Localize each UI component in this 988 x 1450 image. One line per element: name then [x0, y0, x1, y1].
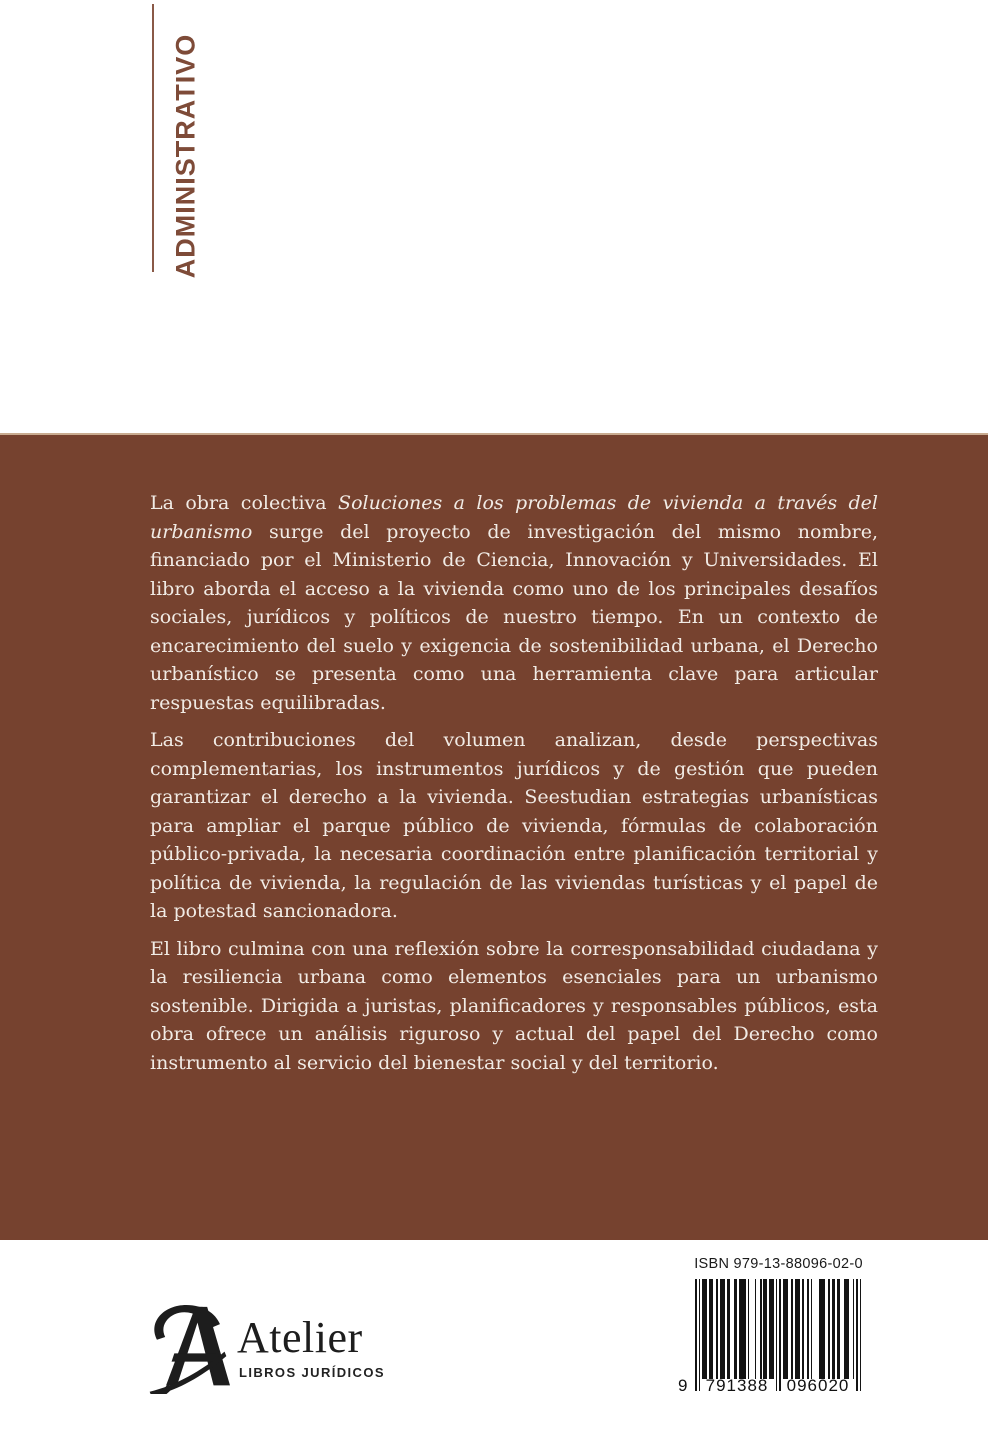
book-title-italic: Soluciones a los problemas de vivienda a través del urbanismo [150, 492, 879, 543]
category-label: ADMINISTRATIVO [170, 33, 201, 279]
isbn-block [678, 1256, 863, 1397]
publisher-text [237, 1313, 457, 1380]
spine-rule [152, 4, 154, 272]
synopsis-text [150, 489, 878, 1077]
barcode-digits [678, 1376, 862, 1396]
synopsis-paragraph-2: Las contribuciones del volumen analizan, desde perspectivas complementarias, los instrumentos jurídicos y de gestión que pueden garantizar el derecho a la vivienda. Seestudian estrategias urbanísticas para ampliar el parque público de vivienda, fórmulas de colaboración público-privada, la necesaria coordinación entre planificación territorial y política de vivienda, la regulación de las viviendas turísticas y el papel de la potestad sancionadora. [150, 729, 878, 922]
isbn-label: ISBN 979-13-88096-02-0 [694, 1256, 863, 1272]
barcode-digits-right: 096020 [786, 1376, 850, 1395]
publisher-tagline: LIBROS JURÍDICOS [239, 1365, 385, 1380]
barcode-digits-left: 791388 [705, 1376, 769, 1395]
barcode-module [860, 1279, 862, 1391]
barcode-digit-lead: 9 [678, 1376, 688, 1395]
synopsis-panel [0, 433, 988, 1240]
barcode-bars [695, 1279, 862, 1391]
synopsis-p1-prefix: La obra colectiva [150, 492, 339, 514]
ean13-barcode [678, 1279, 862, 1397]
synopsis-paragraph-1 [150, 489, 878, 717]
synopsis-paragraph-3: El libro culmina con una reflexión sobre la corresponsabilidad ciudadana y la resiliencia urbana como elementos esenciales para un urbanismo sostenible. Dirigida a juristas, planificadores y responsables públicos, esta obra ofrece un análisis riguroso y actual del papel del Derecho como instrumento al servicio del bienestar social y del territorio. [150, 937, 878, 1074]
atelier-a-monogram-icon [146, 1300, 230, 1394]
synopsis-p1-rest: surge del proyecto de investigación del mismo nombre, financiado por el Ministerio de Ciencia, Innovación y Universidades. El libro aborda el acceso a la vivienda como uno de los principales desafíos sociales, jurídicos y políticos de nuestro tiempo. En un contexto de encarecimiento del suelo y exigencia de sostenibilidad urbana, el Derecho urbanístico se presenta como una herramienta clave para articular respuestas equilibradas. [150, 520, 878, 714]
publisher-name: Atelier [237, 1313, 363, 1362]
